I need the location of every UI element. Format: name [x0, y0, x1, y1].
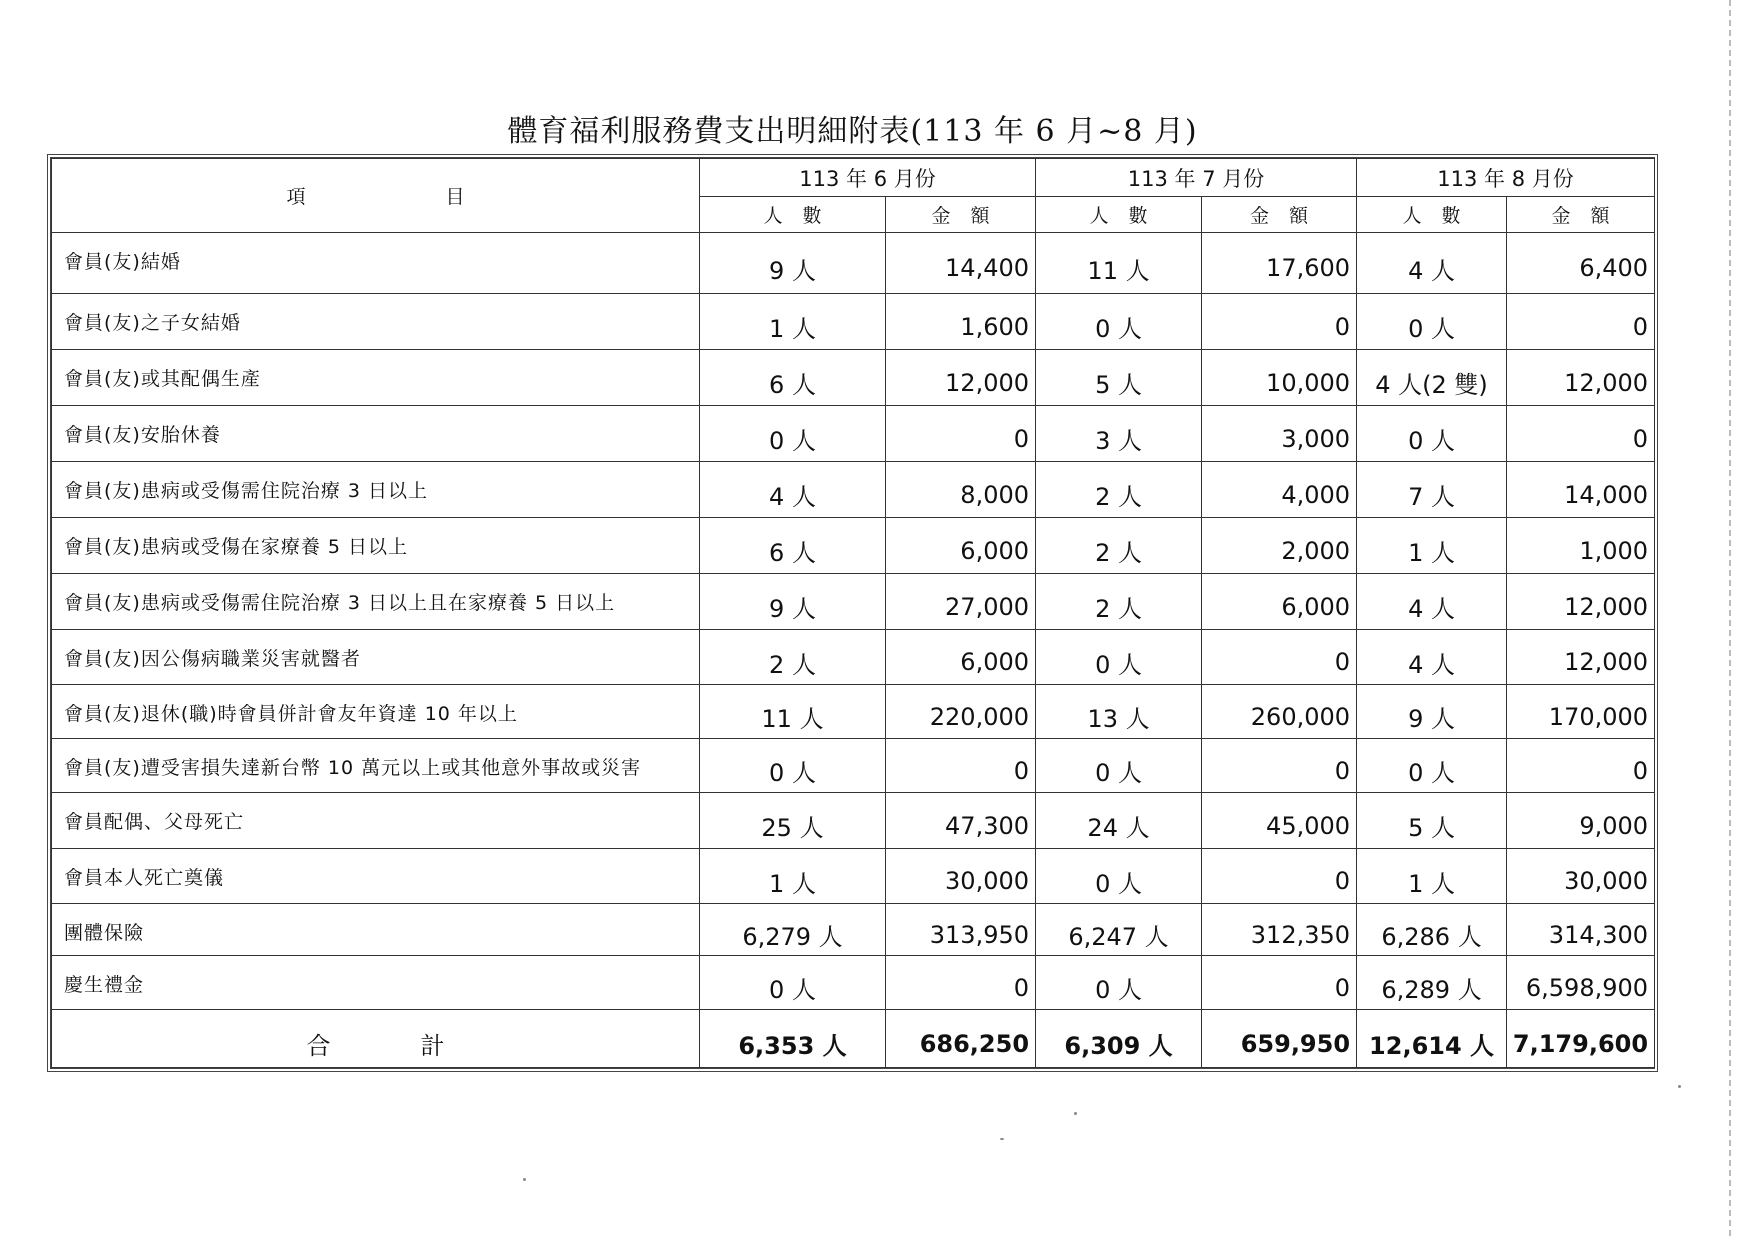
amount-august: 0	[1507, 406, 1655, 462]
column-header-count: 人數	[1357, 197, 1507, 233]
amount-august: 30,000	[1507, 849, 1655, 904]
scan-edge	[1729, 0, 1731, 1240]
item-name: 會員(友)患病或受傷在家療養 5 日以上	[52, 518, 700, 574]
amount-august: 0	[1507, 294, 1655, 350]
amount-august: 170,000	[1507, 685, 1655, 739]
count-july: 0 人	[1036, 630, 1202, 685]
table-row	[52, 793, 1655, 849]
total-amount-july: 659,950	[1202, 1010, 1357, 1068]
count-july: 0 人	[1036, 294, 1202, 350]
item-name: 會員(友)因公傷病職業災害就醫者	[52, 630, 700, 685]
item-name: 會員本人死亡奠儀	[52, 849, 700, 904]
amount-july: 3,000	[1202, 406, 1357, 462]
amount-july: 2,000	[1202, 518, 1357, 574]
total-count-august: 12,614 人	[1357, 1010, 1507, 1068]
count-august: 0 人	[1357, 406, 1507, 462]
item-name: 會員(友)之子女結婚	[52, 294, 700, 350]
count-june: 9 人	[700, 233, 886, 294]
count-june: 0 人	[700, 739, 886, 793]
count-july: 13 人	[1036, 685, 1202, 739]
amount-july: 4,000	[1202, 462, 1357, 518]
count-july: 24 人	[1036, 793, 1202, 849]
table-row	[52, 956, 1655, 1010]
table-row	[52, 630, 1655, 685]
count-august: 4 人(2 雙)	[1357, 350, 1507, 406]
total-count-june: 6,353 人	[700, 1010, 886, 1068]
table-body	[52, 233, 1655, 1068]
count-june: 1 人	[700, 294, 886, 350]
count-august: 0 人	[1357, 294, 1507, 350]
item-name: 團體保險	[52, 904, 700, 956]
amount-july: 312,350	[1202, 904, 1357, 956]
amount-july: 0	[1202, 956, 1357, 1010]
amount-july: 10,000	[1202, 350, 1357, 406]
item-name: 會員(友)患病或受傷需住院治療 3 日以上	[52, 462, 700, 518]
amount-july: 45,000	[1202, 793, 1357, 849]
count-july: 5 人	[1036, 350, 1202, 406]
table-row	[52, 406, 1655, 462]
table-row	[52, 739, 1655, 793]
amount-august: 12,000	[1507, 350, 1655, 406]
count-july: 2 人	[1036, 574, 1202, 630]
amount-august: 12,000	[1507, 574, 1655, 630]
count-june: 25 人	[700, 793, 886, 849]
total-label: 合計	[52, 1010, 700, 1068]
amount-july: 0	[1202, 849, 1357, 904]
count-july: 0 人	[1036, 849, 1202, 904]
count-august: 4 人	[1357, 233, 1507, 294]
column-header-amount: 金額	[1507, 197, 1655, 233]
amount-june: 14,400	[886, 233, 1036, 294]
count-june: 2 人	[700, 630, 886, 685]
amount-june: 47,300	[886, 793, 1036, 849]
count-august: 5 人	[1357, 793, 1507, 849]
amount-june: 220,000	[886, 685, 1036, 739]
scan-speck	[1678, 1085, 1681, 1088]
count-august: 9 人	[1357, 685, 1507, 739]
column-header-july: 113 年 7 月份	[1036, 159, 1357, 197]
count-july: 2 人	[1036, 518, 1202, 574]
amount-august: 0	[1507, 739, 1655, 793]
amount-august: 12,000	[1507, 630, 1655, 685]
amount-august: 9,000	[1507, 793, 1655, 849]
count-june: 0 人	[700, 956, 886, 1010]
expense-table-frame	[47, 154, 1658, 1072]
count-july: 11 人	[1036, 233, 1202, 294]
scan-speck	[1000, 1138, 1004, 1140]
amount-july: 6,000	[1202, 574, 1357, 630]
table-row	[52, 462, 1655, 518]
amount-july: 0	[1202, 630, 1357, 685]
column-header-count: 人數	[700, 197, 886, 233]
count-july: 2 人	[1036, 462, 1202, 518]
count-june: 1 人	[700, 849, 886, 904]
amount-june: 6,000	[886, 630, 1036, 685]
item-name: 會員(友)結婚	[52, 233, 700, 294]
item-name: 會員(友)遭受害損失達新台幣 10 萬元以上或其他意外事故或災害	[52, 739, 700, 793]
count-june: 6 人	[700, 350, 886, 406]
count-june: 4 人	[700, 462, 886, 518]
count-july: 0 人	[1036, 739, 1202, 793]
count-august: 4 人	[1357, 630, 1507, 685]
expense-detail-table	[51, 158, 1655, 1068]
amount-june: 8,000	[886, 462, 1036, 518]
count-august: 7 人	[1357, 462, 1507, 518]
table-row	[52, 574, 1655, 630]
amount-june: 0	[886, 956, 1036, 1010]
column-header-item: 項目	[52, 159, 700, 233]
column-header-august: 113 年 8 月份	[1357, 159, 1655, 197]
count-july: 0 人	[1036, 956, 1202, 1010]
total-count-july: 6,309 人	[1036, 1010, 1202, 1068]
table-row	[52, 849, 1655, 904]
page-title: 體育福利服務費支出明細附表(113 年 6 月~8 月)	[507, 114, 1198, 149]
item-name: 會員(友)患病或受傷需住院治療 3 日以上且在家療養 5 日以上	[52, 574, 700, 630]
amount-july: 0	[1202, 294, 1357, 350]
header-row-months	[52, 159, 1655, 197]
scan-speck	[1074, 1112, 1077, 1115]
count-august: 0 人	[1357, 739, 1507, 793]
count-july: 3 人	[1036, 406, 1202, 462]
count-june: 9 人	[700, 574, 886, 630]
item-name: 會員(友)安胎休養	[52, 406, 700, 462]
count-june: 6,279 人	[700, 904, 886, 956]
count-august: 4 人	[1357, 574, 1507, 630]
count-august: 6,286 人	[1357, 904, 1507, 956]
count-july: 6,247 人	[1036, 904, 1202, 956]
item-name: 會員配偶、父母死亡	[52, 793, 700, 849]
item-name: 會員(友)或其配偶生產	[52, 350, 700, 406]
column-header-amount: 金額	[1202, 197, 1357, 233]
count-august: 1 人	[1357, 518, 1507, 574]
table-row	[52, 294, 1655, 350]
count-june: 6 人	[700, 518, 886, 574]
amount-august: 314,300	[1507, 904, 1655, 956]
scan-speck	[523, 1178, 526, 1181]
amount-june: 6,000	[886, 518, 1036, 574]
count-june: 0 人	[700, 406, 886, 462]
count-august: 6,289 人	[1357, 956, 1507, 1010]
column-header-amount: 金額	[886, 197, 1036, 233]
item-name: 會員(友)退休(職)時會員併計會友年資達 10 年以上	[52, 685, 700, 739]
amount-july: 17,600	[1202, 233, 1357, 294]
amount-june: 1,600	[886, 294, 1036, 350]
table-row	[52, 685, 1655, 739]
amount-july: 260,000	[1202, 685, 1357, 739]
table-row	[52, 904, 1655, 956]
amount-june: 313,950	[886, 904, 1036, 956]
amount-july: 0	[1202, 739, 1357, 793]
amount-june: 0	[886, 739, 1036, 793]
count-june: 11 人	[700, 685, 886, 739]
amount-august: 1,000	[1507, 518, 1655, 574]
total-amount-august: 7,179,600	[1507, 1010, 1655, 1068]
table-row	[52, 233, 1655, 294]
table-row	[52, 350, 1655, 406]
amount-august: 6,400	[1507, 233, 1655, 294]
amount-august: 14,000	[1507, 462, 1655, 518]
amount-june: 12,000	[886, 350, 1036, 406]
amount-june: 27,000	[886, 574, 1036, 630]
amount-june: 30,000	[886, 849, 1036, 904]
column-header-june: 113 年 6 月份	[700, 159, 1036, 197]
item-name: 慶生禮金	[52, 956, 700, 1010]
amount-june: 0	[886, 406, 1036, 462]
column-header-count: 人數	[1036, 197, 1202, 233]
amount-august: 6,598,900	[1507, 956, 1655, 1010]
total-amount-june: 686,250	[886, 1010, 1036, 1068]
total-row	[52, 1010, 1655, 1068]
table-row	[52, 518, 1655, 574]
count-august: 1 人	[1357, 849, 1507, 904]
